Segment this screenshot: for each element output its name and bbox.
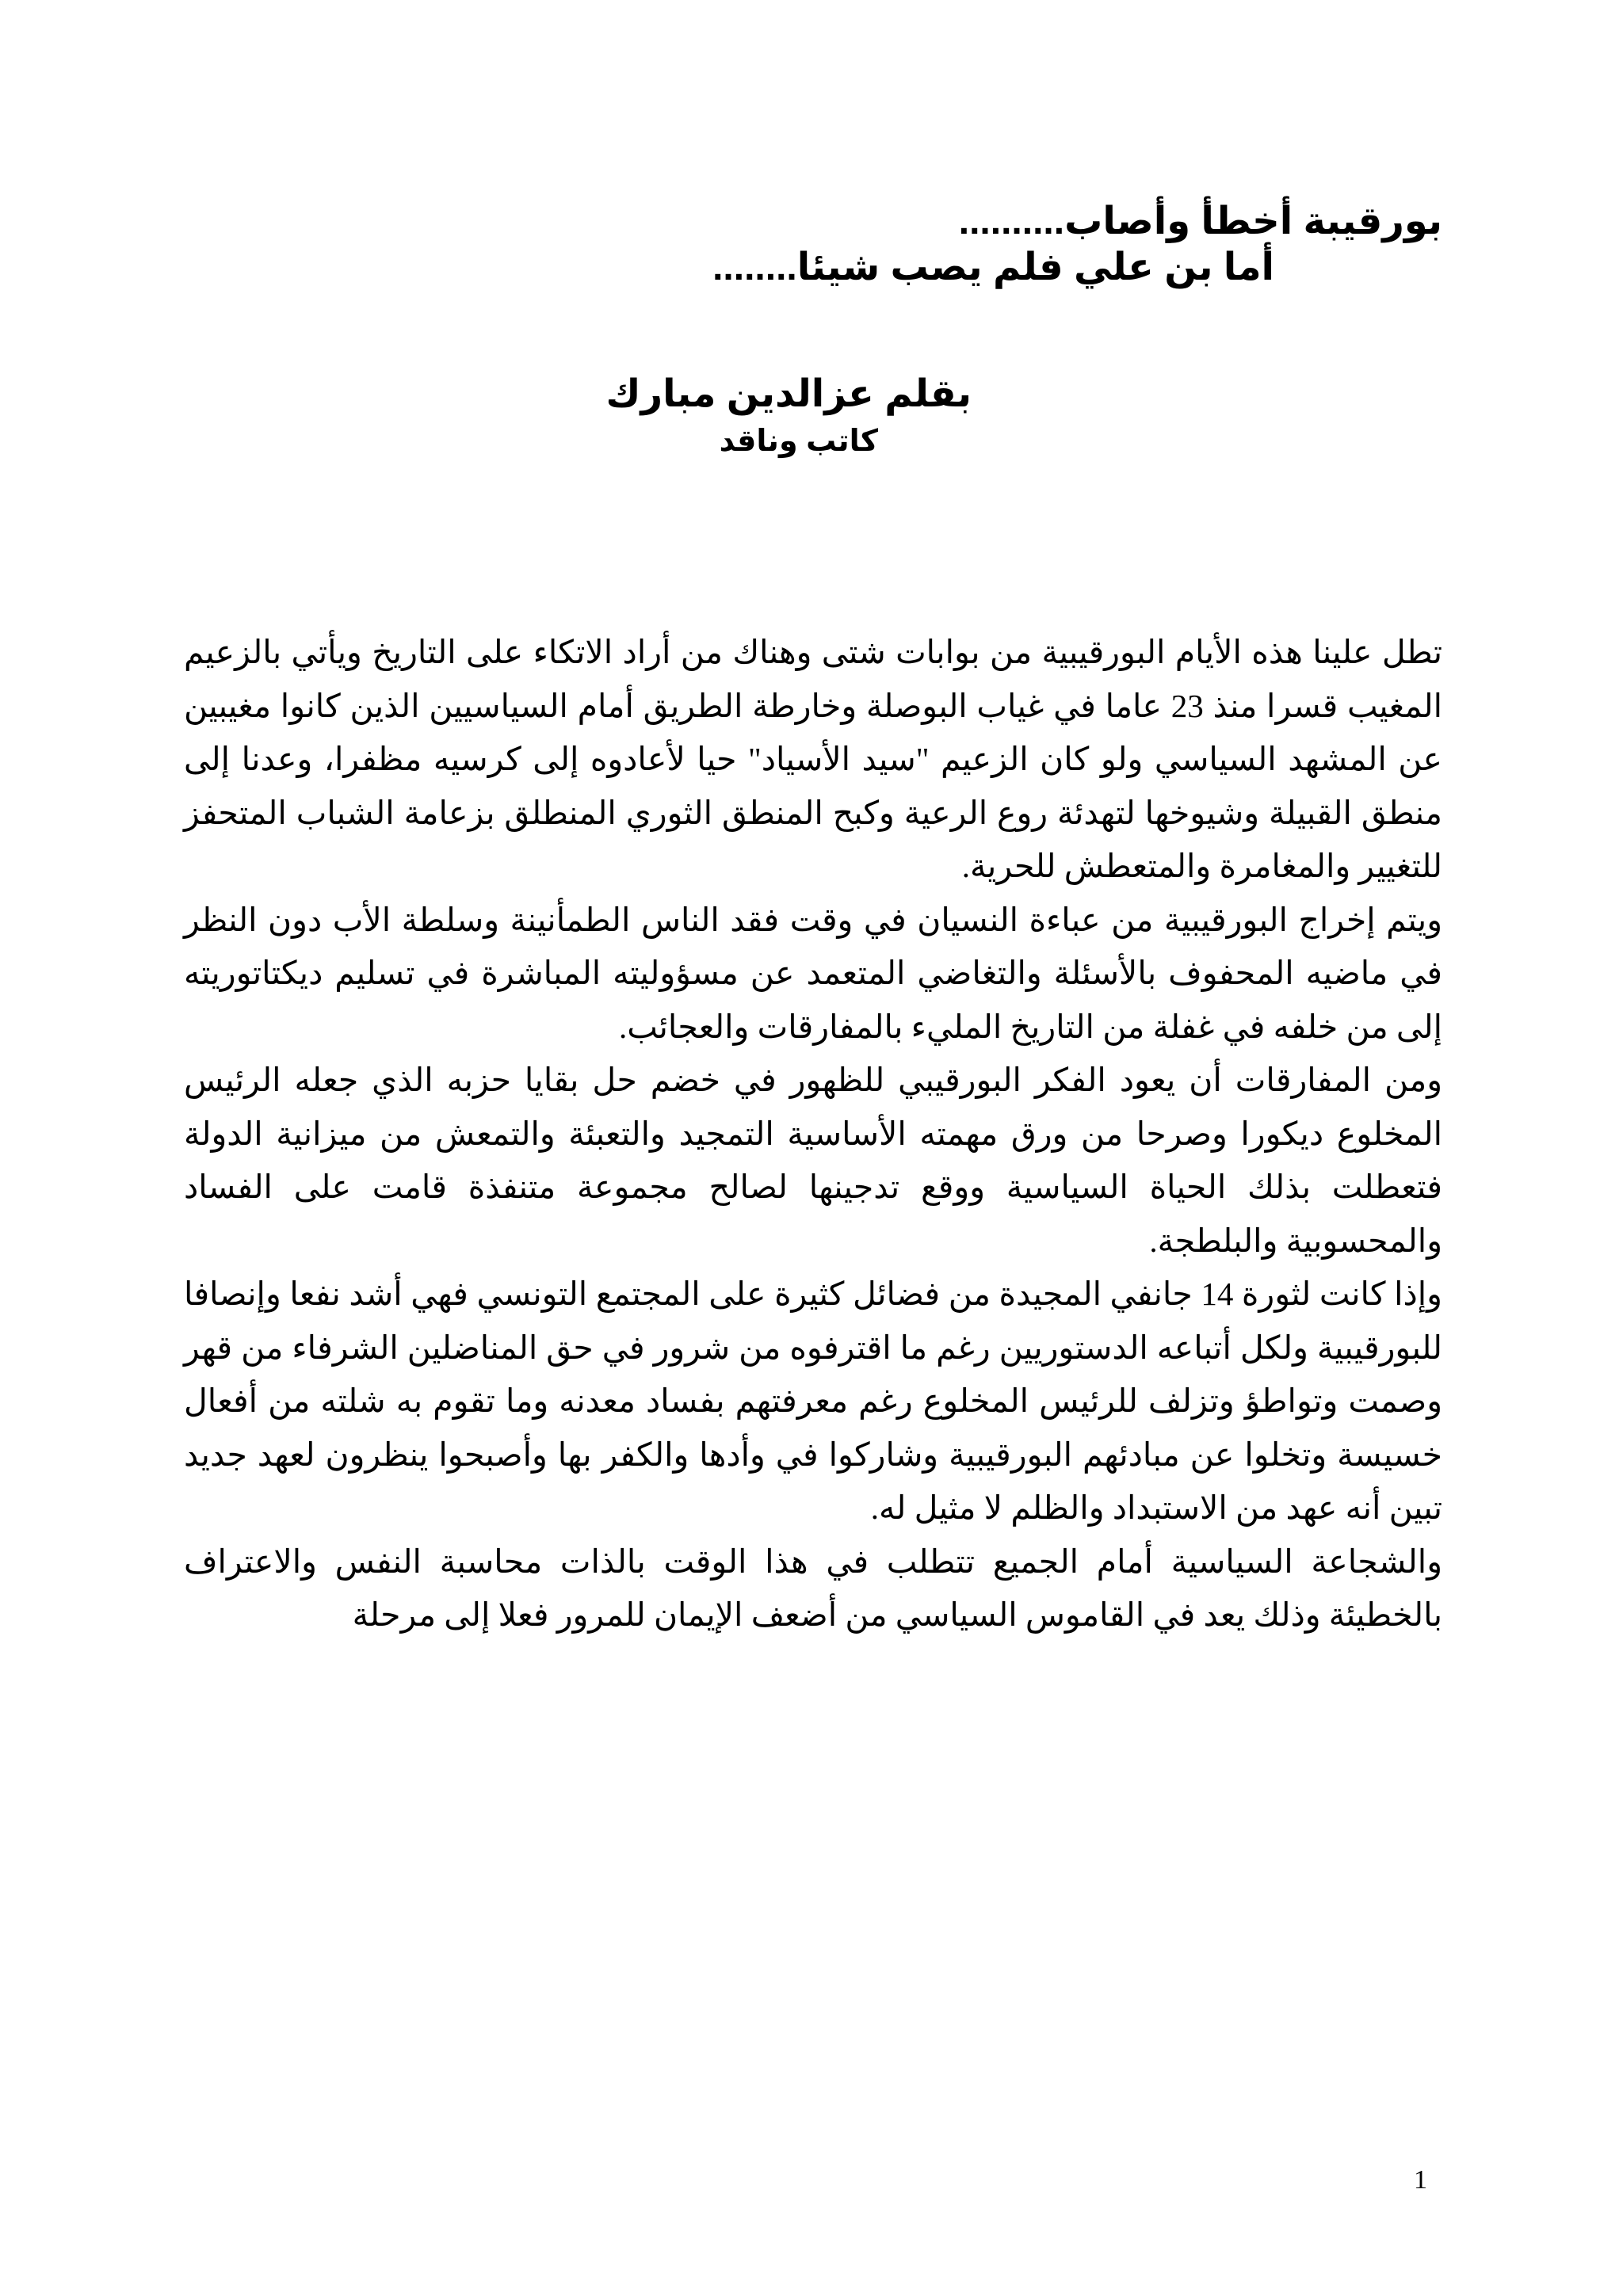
body-paragraph-3: ومن المفارقات أن يعود الفكر البورقيبي للظهور في خضم حل بقايا حزبه الذي جعله الرئيس المخلوع ديكورا وصرحا من ورق مهمته الأساسية التمجيد والتعبئة والتمعش من ميزانية الدولة فتعطلت بذلك الحياة السياسية ووقع تدجينها لصالح مجموعة متنفذة قامت على الفساد والمحسوبية والبلطجة. — [184, 1062, 1442, 1259]
author-byline: بقلم عزالدين مبارك — [605, 373, 972, 415]
article-title-line-2: أما بن علي فلم يصب شيئا........ — [712, 246, 1274, 288]
article-body — [184, 626, 1442, 1642]
author-role: كاتب وناقد — [719, 425, 878, 458]
page-number: 1 — [1414, 2165, 1427, 2195]
body-paragraph-5: والشجاعة السياسية أمام الجميع تتطلب في هذا الوقت بالذات محاسبة النفس والاعتراف بالخطيئة وذلك يعد في القاموس السياسي من أضعف الإيمان للمرور فعلا إلى مرحلة — [184, 1543, 1442, 1633]
body-paragraph-4: وإذا كانت لثورة 14 جانفي المجيدة من فضائل كثيرة على المجتمع التونسي فهي أشد نفعا وإنصافا للبورقيبية ولكل أتباعه الدستوريين رغم ما اقترفوه من شرور في حق المناضلين الشرفاء من قهر وصمت وتواطؤ وتزلف للرئيس المخلوع رغم معرفتهم بفساد معدنه وما تقوم به شلته من أفعال خسيسة وتخلوا عن مبادئهم البورقيبية وشاركوا في وأدها والكفر بها وأصبحوا ينظرون لعهد جديد تبين أنه عهد من الاستبداد والظلم لا مثيل له. — [184, 1276, 1442, 1526]
body-paragraph-2: ويتم إخراج البورقيبية من عباءة النسيان في وقت فقد الناس الطمأنينة وسلطة الأب دون النظر في ماضيه المحفوف بالأسئلة والتغاضي المتعمد عن مسؤوليته المباشرة في تسليم ديكتاتوريته إلى من خلفه في غفلة من التاريخ المليء بالمفارقات والعجائب. — [184, 901, 1442, 1045]
article-title-line-1: بورقيبة أخطأ وأصاب.......... — [958, 200, 1442, 242]
body-paragraph-1: تطل علينا هذه الأيام البورقيبية من بوابات شتى وهناك من أراد الاتكاء على التاريخ ويأتي بالزعيم المغيب قسرا منذ 23 عاما في غياب البوصلة وخارطة الطريق أمام السياسيين الذين كانوا مغيبين عن المشهد السياسي ولو كان الزعيم "سيد الأسياد" حيا لأعادوه إلى كرسيه مظفرا، وعدنا إلى منطق القبيلة وشيوخها لتهدئة روع الرعية وكبح المنطق الثوري المنطلق بزعامة الشباب المتحفز للتغيير والمغامرة والمتعطش للحرية. — [184, 634, 1442, 884]
